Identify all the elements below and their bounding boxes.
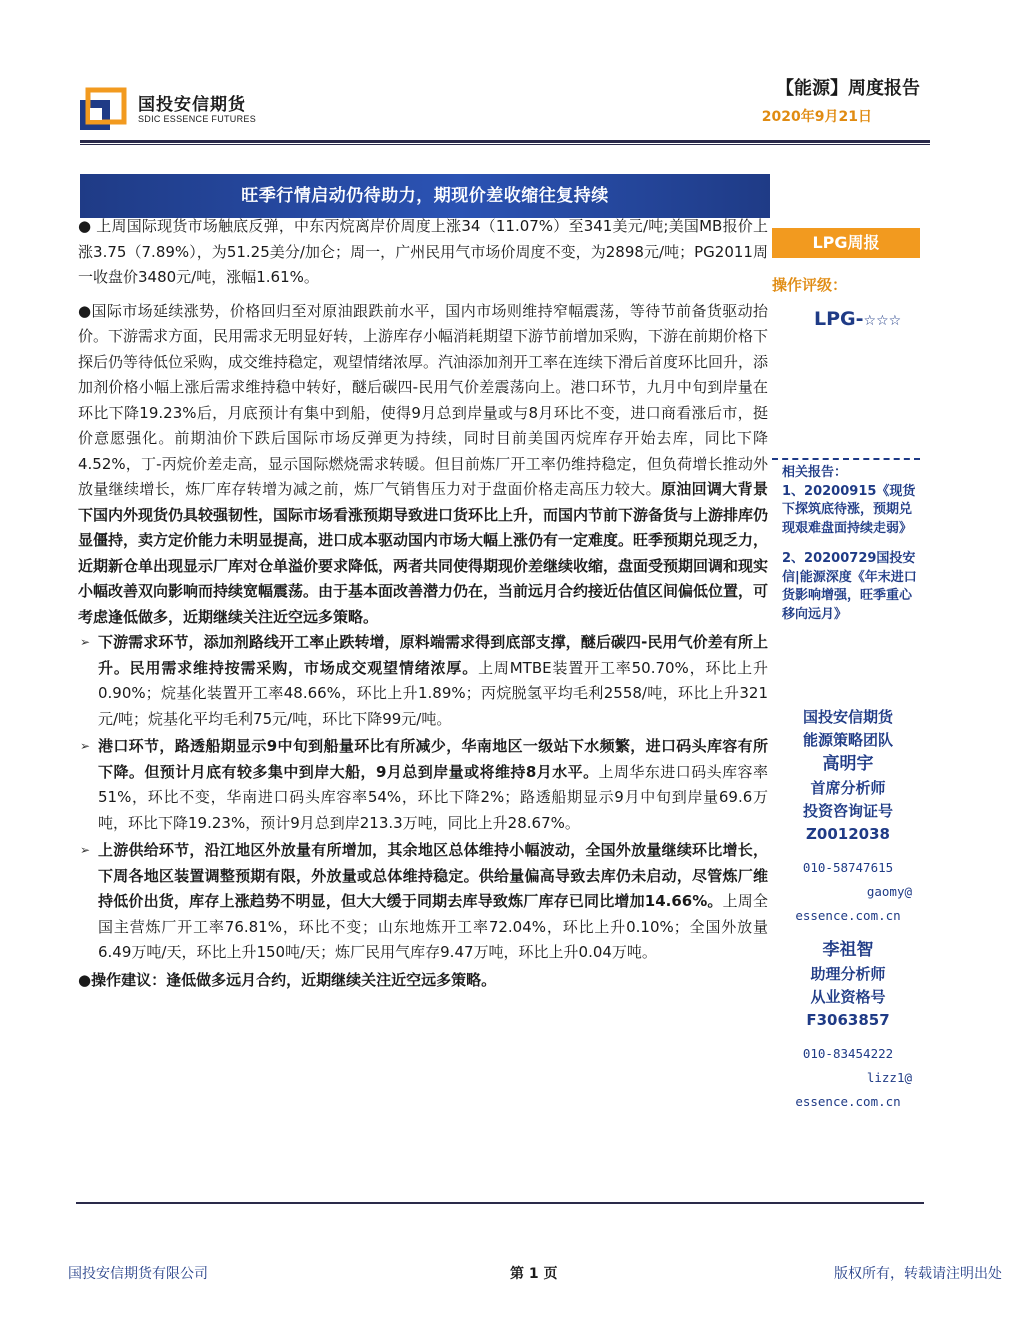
logo-text-en: SDIC ESSENCE FUTURES xyxy=(138,114,257,124)
analyst-email[interactable]: lizz1@ xyxy=(866,1070,912,1085)
footer-divider xyxy=(76,1202,924,1204)
related-reports-title: 相关报告： xyxy=(782,465,848,480)
analyst-title: 首席分析师 xyxy=(810,779,886,797)
report-date: 2020年9月21日 xyxy=(761,109,872,125)
list-item-supply xyxy=(78,838,768,966)
arrow-bullet-icon: ➢ xyxy=(80,739,91,753)
company-logo xyxy=(80,86,280,132)
analyst-phone: 010-83454222 xyxy=(802,1046,894,1061)
list-item-detail: 上周华东进口码头库容率51%，环比不变，华南进口码头库容率54%，环比下降2%；路透船期显示9月中旬到岸量69.6万吨，环比下降19.23%，预计9月总到岸213.3万吨，同比上升28.67%。 xyxy=(98,762,768,832)
analysis-paragraph xyxy=(78,299,768,631)
list-item-summary: 上游供给环节，沿江地区外放量有所增加，其余地区总体维持小幅波动，全国外放量继续环比增长，下周各地区装置调整预期有限，外放量或总体维持稳定。供给量偏高导致去库仍未启动，尽管炼厂维持低价出货，库存上涨趋势不明显，但大大缓于同期去库导致炼厂库存已同比增加14.66%。 xyxy=(98,841,768,910)
logo-text-cn: 国投安信期货 xyxy=(138,95,246,115)
summary-paragraph: ● 上周国际现货市场触底反弹，中东丙烷离岸价周度上涨34（11.07%）至341美元/吨;美国MB报价上涨3.75（7.89%），为51.25美分/加仑；周一，广州民用气市场价周度不变，为2898元/吨；PG2011周一收盘价3480元/吨，涨幅1.61%。 xyxy=(78,217,768,286)
header-divider xyxy=(80,140,930,143)
operation-advice: ●操作建议：逢低做多远月合约，近期继续关注近空远多策略。 xyxy=(78,970,497,989)
analyst-email[interactable]: gaomy@ xyxy=(866,884,912,899)
list-item-detail: 上周全国主营炼厂开工率76.81%，环比不变；山东地炼开工率72.04%，环比上升0.10%；全国外放量6.49万吨/天，环比上升150吨/天；炼厂民用气库存9.47万吨，环比上升0.04万吨。 xyxy=(98,892,768,961)
sidebar-divider xyxy=(772,458,920,460)
analysis-text: ●国际市场延续涨势，价格回归至对原油跟跌前水平，国内市场则维持窄幅震荡，等待节前备货驱动抬价。下游需求方面，民用需求无明显好转，上游库存小幅消耗期望下游节前增加采购，下游在前期价格下探后仍等待低位采购，成交维持稳定，观望情绪浓厚。汽油添加剂开工率在连续下滑后首度环比回升，添加剂价格小幅上涨后需求维持稳中转好，醚后碳四-民用气价差震荡向上。港口环节，九月中旬到岸量在环比下降19.23%后，月底预计有集中到船，使得9月总到岸量或与8月环比不变，进口商看涨后市，挺价意愿强化。前期油价下跌后国际市场反弹更为持续，同时目前美国丙烷库存开始去库，同比下降4.52%，丁-丙烷价差走高，显示国际燃烧需求转暖。但目前炼厂开工率仍维持稳定，但负荷增长推动外放量继续增长，炼厂库存转增为减之前，炼厂气销售压力对于盘面价格走高压力较大。 xyxy=(78,301,769,498)
arrow-bullet-icon: ➢ xyxy=(80,635,91,649)
analyst-cert: Z0012038 xyxy=(806,825,890,843)
analyst-email-domain[interactable]: essence.com.cn xyxy=(795,1094,901,1109)
logo-mark-icon xyxy=(80,86,132,130)
arrow-bullet-icon: ➢ xyxy=(80,843,91,857)
footer-copyright: 版权所有，转载请注明出处 xyxy=(834,1266,1002,1282)
footer-company: 国投安信期货有限公司 xyxy=(68,1266,208,1282)
analyst-title: 助理分析师 xyxy=(810,965,886,983)
list-item-port xyxy=(78,734,768,836)
rating-value xyxy=(814,308,901,330)
analyst-cert-label: 投资咨询证号 xyxy=(802,802,893,820)
list-item-summary: 港口环节，路透船期显示9中旬到船量环比有所减少，华南地区一级站下水频繁，进口码头库容有所下降。但预计月底有较多集中到岸大船，9月总到岸量或将维持8月水平。 xyxy=(98,737,768,781)
team-org: 国投安信期货 xyxy=(802,708,893,726)
related-report-link[interactable]: 2、20200729国投安信|能源深度《年末进口货影响增强，旺季重心移向远月》 xyxy=(782,551,917,622)
report-type: 【能源】周度报告 xyxy=(776,78,920,99)
report-title: 旺季行情启动仍待助力，期现价差收缩往复持续 xyxy=(80,174,770,218)
list-item-detail: 上周MTBE装置开工率50.70%，环比上升0.90%；烷基化装置开工率48.66%，环比上升1.89%；丙烷脱氢平均毛利2558/吨，环比上升321元/吨；烷基化平均毛利75元/吨，环比下降99元/吨。 xyxy=(98,658,768,728)
related-report-link[interactable]: 1、20200915《现货下探筑底待涨，预期兑现艰难盘面持续走弱》 xyxy=(782,483,916,536)
analyst-cert: F3063857 xyxy=(806,1011,890,1029)
analyst-name: 李祖智 xyxy=(822,940,874,960)
analyst-name: 高明宇 xyxy=(822,754,874,774)
page-number: 第 1 页 xyxy=(510,1266,558,1282)
rating-product: LPG- xyxy=(814,308,864,330)
analysis-conclusion: 原油回调大背景下国内外现货仍具较强韧性，国际市场看涨预期导致进口货环比上升，而国内节前下游备货与上游排库仍显僵持，卖方定价能力未明显提高，进口成本驱动国内市场大幅上涨仍有一定难度。旺季预期兑现乏力，近期新仓单出现显示厂库对仓单溢价要求降低，两者共同使得期现价差继续收缩，盘面受预期回调和现实小幅改善双向影响而持续宽幅震荡。由于基本面改善潜力仍在，当前远月合约接近估值区间偏低位置，可考虑逢低做多，近期继续关注近空远多策略。 xyxy=(78,480,769,626)
rating-stars-icon: ☆☆☆ xyxy=(863,313,902,329)
report-category-tag: LPG周报 xyxy=(772,228,920,258)
team-name: 能源策略团队 xyxy=(802,731,893,749)
analyst-email-domain[interactable]: essence.com.cn xyxy=(795,908,901,923)
list-item-summary: 下游需求环节，添加剂路线开工率止跌转增，原料端需求得到底部支撑，醚后碳四-民用气价差有所上升。民用需求维持按需采购，市场成交观望情绪浓厚。 xyxy=(98,633,768,677)
analyst-team xyxy=(772,706,924,1114)
header-divider-thin xyxy=(80,144,930,145)
related-reports xyxy=(782,464,922,624)
list-item-demand xyxy=(78,630,768,732)
analyst-phone: 010-58747615 xyxy=(802,860,894,875)
report-body xyxy=(78,214,768,1001)
analyst-cert-label: 从业资格号 xyxy=(810,988,886,1006)
rating-label: 操作评级： xyxy=(772,276,848,294)
